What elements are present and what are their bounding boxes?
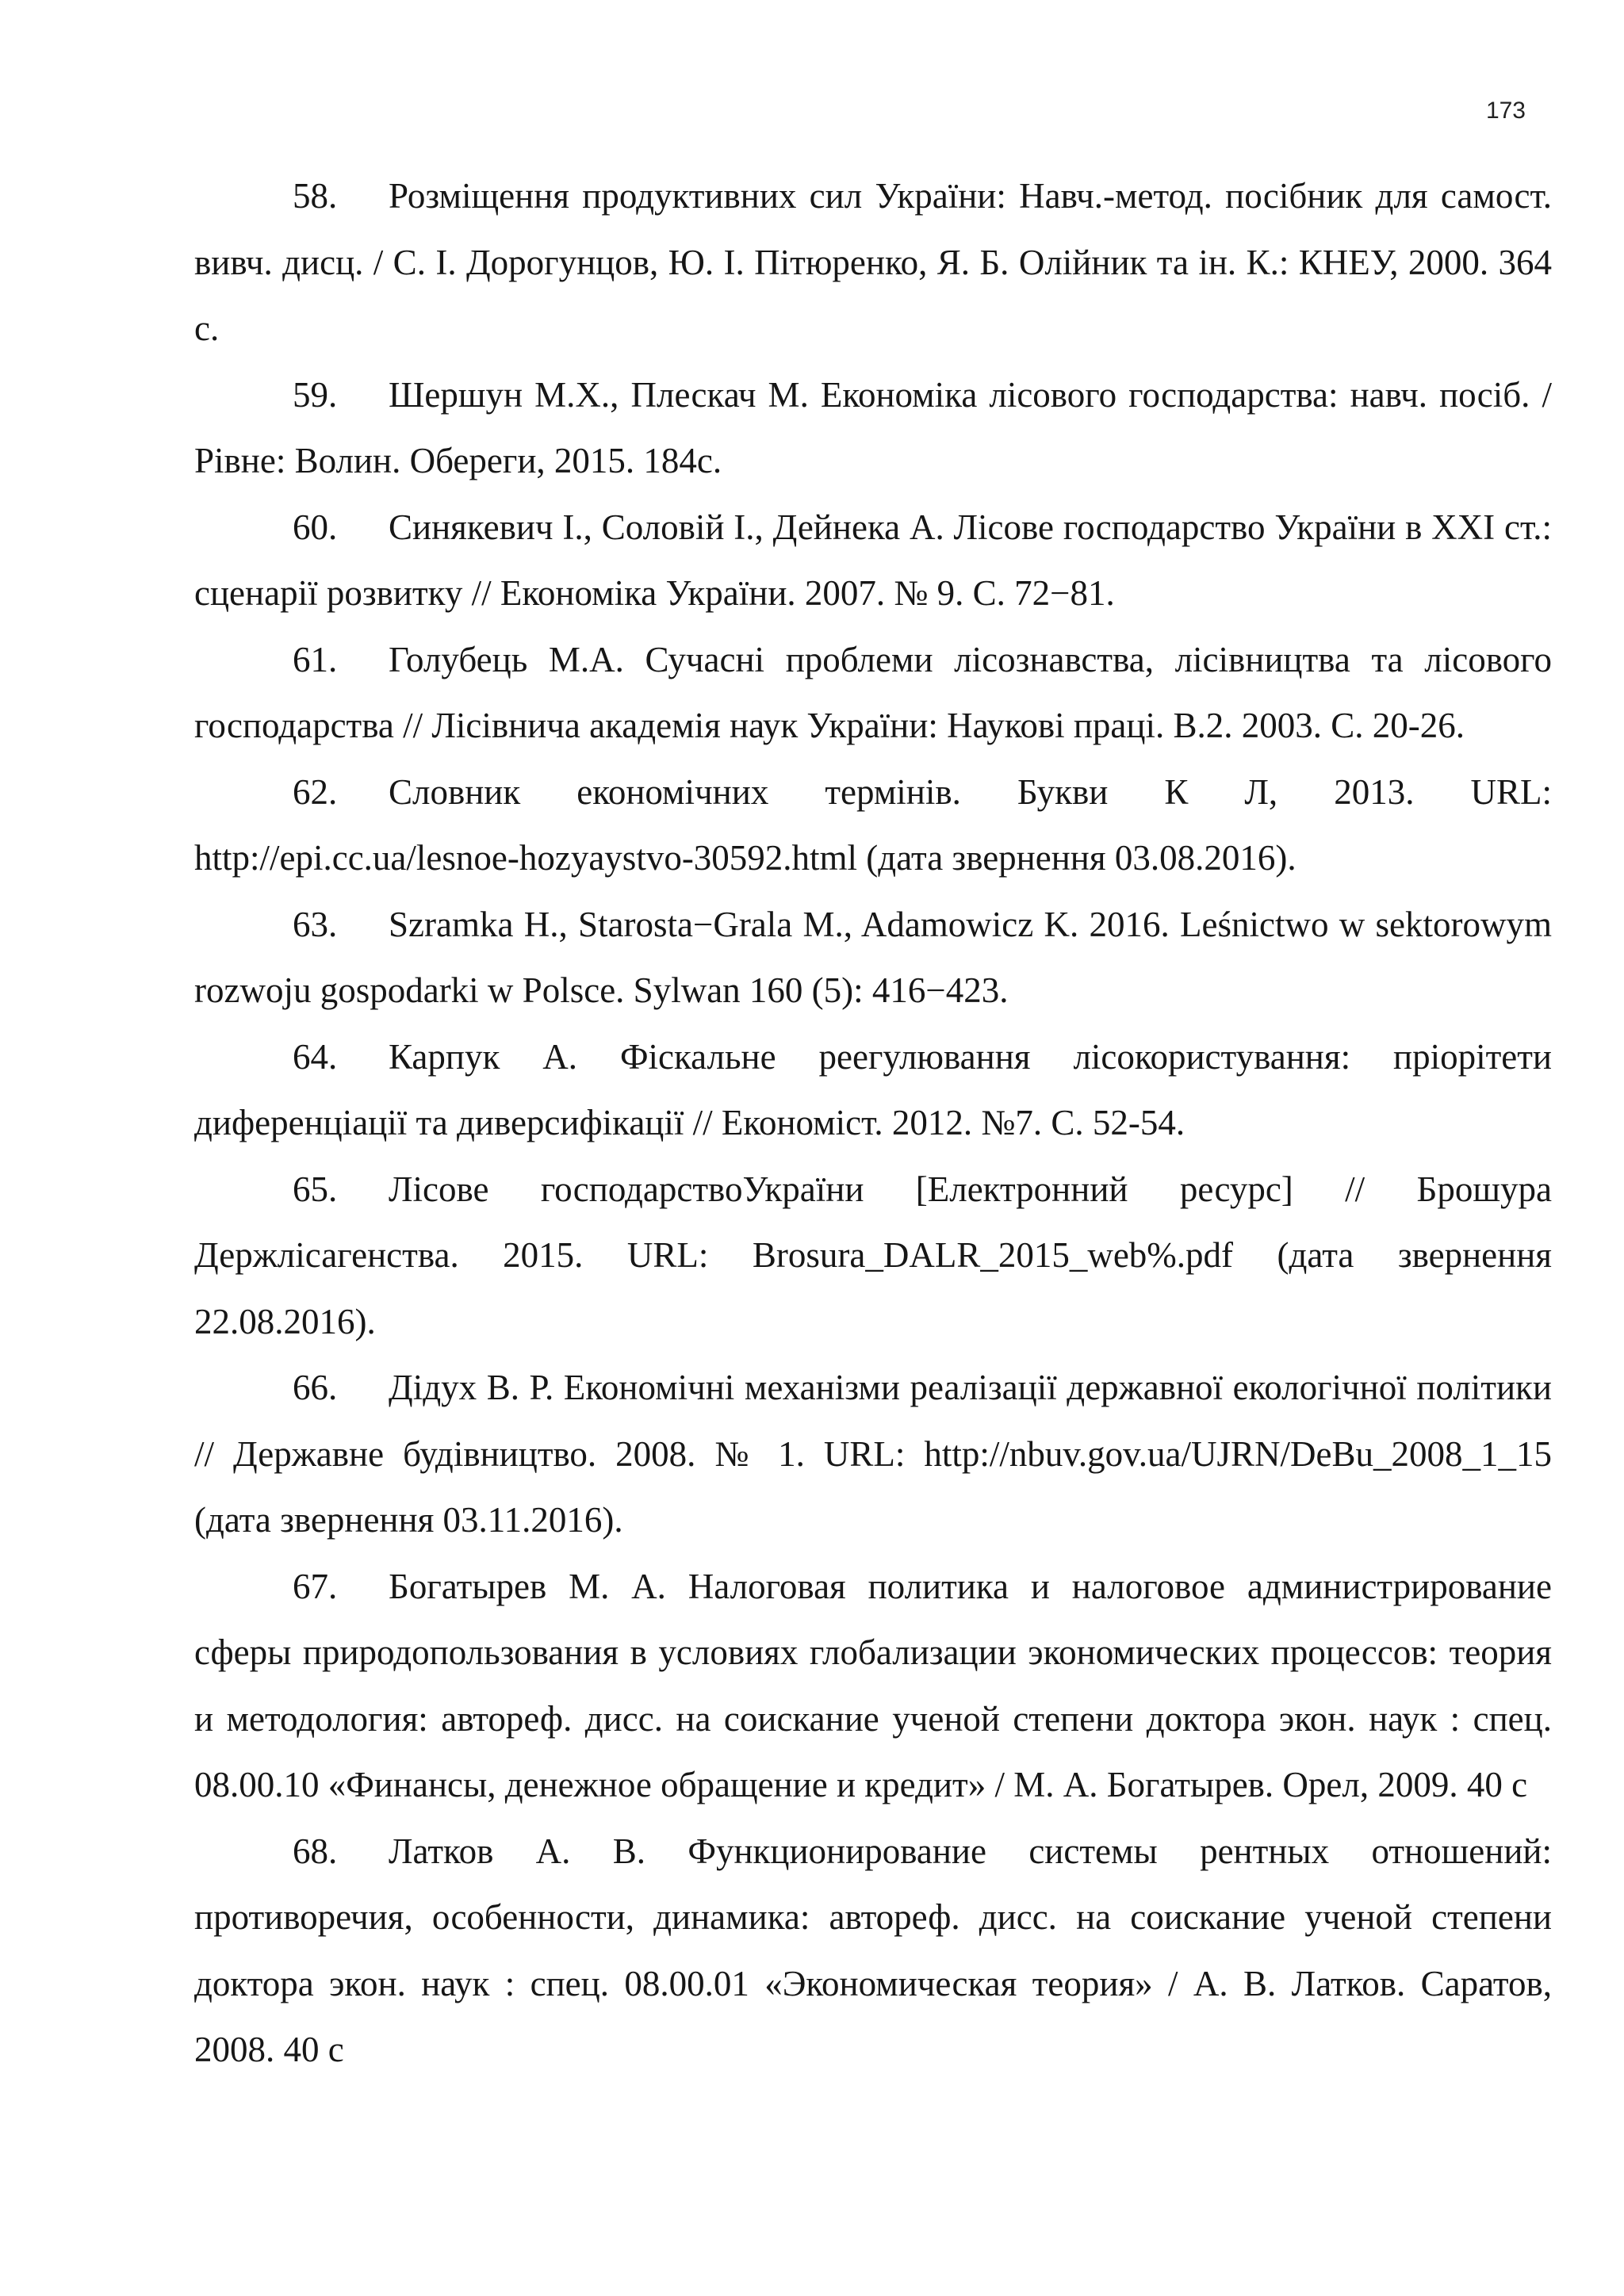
reference-item-62 — [194, 760, 1552, 892]
reference-item-60 — [194, 495, 1552, 627]
reference-number: 67. — [293, 1566, 338, 1606]
reference-item-68 — [194, 1819, 1552, 2084]
reference-item-58 — [194, 163, 1552, 362]
reference-text: Синякевич І., Соловій І., Дейнека А. Лісове господарство України в XXI ст.: сценарії розвитку // Економіка України. 2007. № 9. С. 72−81. — [194, 507, 1552, 613]
page-number: 173 — [1485, 98, 1526, 124]
reference-number: 68. — [293, 1831, 338, 1871]
reference-text: Словник економічних термінів. Букви К Л, 2013. URL: http://epi.cc.ua/lesnoe-hozyaystvo-30592.html (дата звернення 03.08.2016). — [194, 771, 1552, 878]
reference-text: Розміщення продуктивних сил України: Навч.-метод. посібник для самост. вивч. дисц. / С. І. Дорогунцов, Ю. І. Пітюренко, Я. Б. Олійник та ін. К.: КНЕУ, 2000. 364 с. — [194, 176, 1552, 348]
reference-list — [194, 163, 1552, 2084]
reference-number: 64. — [293, 1036, 338, 1077]
reference-number: 60. — [293, 507, 338, 547]
reference-text: Латков А. В. Функционирование системы рентных отношений: противоречия, особенности, динамика: автореф. дисс. на соискание ученой степени доктора экон. наук : спец. 08.00.01 «Экономическая теория» / А. В. Латков. Саратов, 2008. 40 с — [194, 1831, 1552, 2069]
reference-number: 66. — [293, 1368, 338, 1407]
reference-number: 58. — [293, 176, 338, 216]
reference-item-61 — [194, 627, 1552, 760]
reference-item-64 — [194, 1024, 1552, 1157]
reference-item-66 — [194, 1355, 1552, 1554]
reference-item-63 — [194, 892, 1552, 1024]
reference-text: Лісове господарствоУкраїни [Електронний ресурс] // Брошура Держлісагенства. 2015. URL: Brosura_DALR_2015_web%.pdf (дата звернення 22.08.2016). — [194, 1169, 1552, 1341]
reference-text: Дідух В. Р. Економічні механізми реалізації державної екологічної політики // Державне будівництво. 2008. № 1. URL: http://nbuv.gov.ua/UJRN/DeBu_2008_1_15 (дата звернення 03.11.2016). — [194, 1368, 1552, 1540]
reference-number: 62. — [293, 771, 338, 812]
reference-text: Шершун М.Х., Плескач М. Економіка лісового господарства: навч. посіб. / Рівне: Волин. Обереги, 2015. 184с. — [194, 374, 1552, 480]
reference-item-67 — [194, 1554, 1552, 1819]
reference-text: Szramka H., Starosta−Grala M., Adamowicz K. 2016. Leśnictwo w sektorowym rozwoju gospodarki w Polsce. Sylwan 160 (5): 416−423. — [194, 904, 1552, 1010]
reference-text: Богатырев М. А. Налоговая политика и налоговое администрирование сферы природопользования в условиях глобализации экономических процессов: теория и методология: автореф. дисс. на соискание ученой степени доктора экон. наук : спец. 08.00.10 «Финансы, денежное обращение и кредит» / М. А. Богатырев. Орел, 2009. 40 с — [194, 1566, 1552, 1804]
reference-number: 65. — [293, 1169, 338, 1209]
reference-text: Голубець М.А. Сучасні проблеми лісознавства, лісівництва та лісового господарства // Лісівнича академія наук України: Наукові праці. В.2. 2003. С. 20-26. — [194, 639, 1552, 745]
reference-item-59 — [194, 362, 1552, 495]
reference-number: 63. — [293, 904, 338, 944]
reference-number: 59. — [293, 374, 338, 415]
reference-item-65 — [194, 1157, 1552, 1356]
reference-number: 61. — [293, 639, 338, 679]
reference-text: Карпук А. Фіскальне реегулювання лісокористування: пріорітети диференціації та диверсифікації // Економіст. 2012. №7. С. 52-54. — [194, 1036, 1552, 1142]
